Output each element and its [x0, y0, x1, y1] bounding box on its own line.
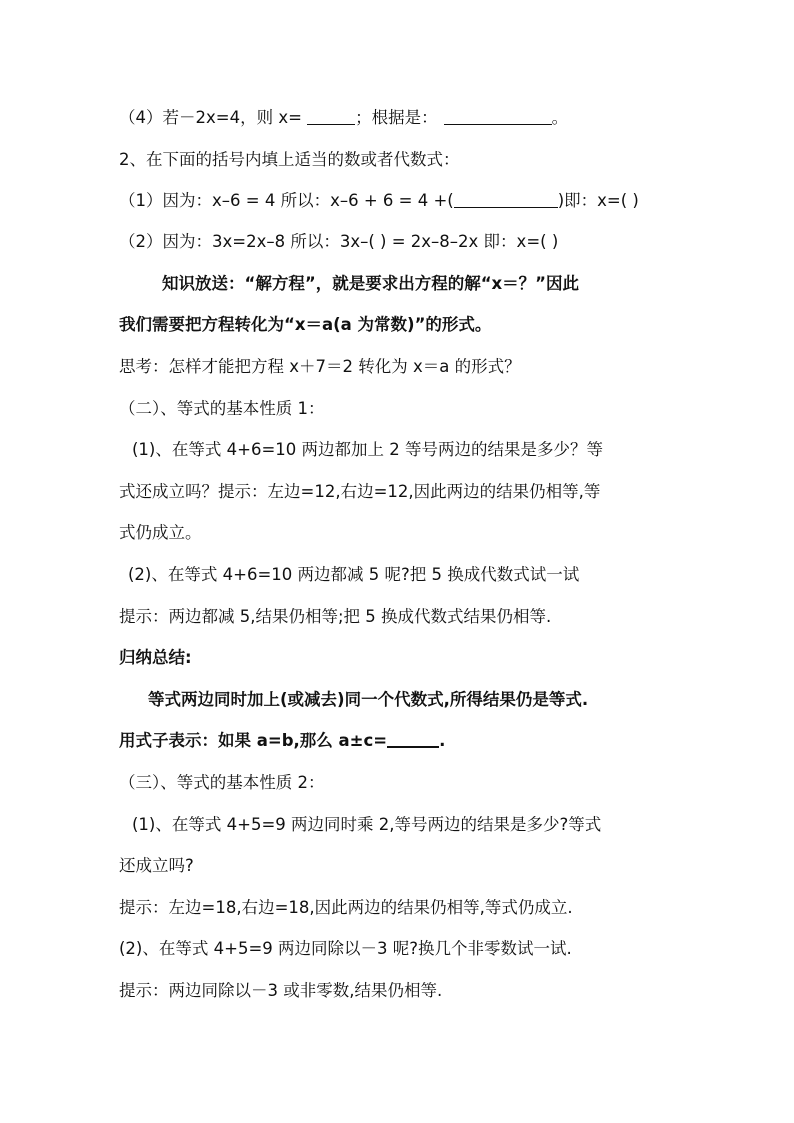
think-question: 思考：怎样才能把方程 x＋7＝2 转化为 x＝a 的形式？	[119, 357, 521, 376]
property-2-q1-line-2: 还成立吗?	[119, 856, 194, 875]
question-2-1-result: )即：x=( )	[557, 191, 639, 210]
knowledge-note-line-2: 我们需要把方程转化为“x＝a(a 为常数)”的形式。	[119, 315, 492, 334]
question-4-reason-label: ；根据是：	[355, 108, 438, 127]
property-1-heading: （二）、等式的基本性质 1：	[119, 399, 325, 418]
question-4-line	[119, 106, 568, 130]
answer-blank-formula[interactable]	[387, 729, 439, 748]
answer-blank-x[interactable]	[307, 107, 355, 125]
section-2-heading: 2、在下面的括号内填上适当的数或者代数式：	[119, 150, 460, 169]
property-2-q2: (2)、在等式 4+5=9 两边同除以－3 呢?换几个非零数试一试.	[119, 939, 572, 958]
knowledge-note-line-1: 知识放送：“解方程”，就是要求出方程的解“x＝？”因此	[162, 274, 580, 293]
summary-heading: 归纳总结:	[119, 648, 192, 667]
answer-blank-paren[interactable]	[454, 190, 558, 208]
property-2-hint-2: 提示：两边同除以－3 或非零数,结果仍相等.	[119, 981, 443, 1000]
summary-formula-line	[119, 729, 445, 753]
property-2-q1-line-1: (1)、在等式 4+5=9 两边同时乘 2,等号两边的结果是多少?等式	[132, 815, 602, 834]
answer-blank-reason[interactable]	[444, 107, 552, 125]
property-1-q2: (2)、在等式 4+6=10 两边都减 5 呢?把 5 换成代数式试一试	[128, 565, 580, 584]
question-4-text: （4）若－2x=4，则 x=	[119, 108, 308, 127]
property-1-hint: 提示：两边都减 5,结果仍相等;把 5 换成代数式结果仍相等.	[119, 607, 552, 626]
property-1-q1-line-2: 式还成立吗？提示：左边=12,右边=12,因此两边的结果仍相等,等	[119, 482, 601, 501]
question-4-end: 。	[551, 108, 569, 127]
summary-formula-end: .	[439, 731, 446, 750]
question-2-2-line: （2）因为：3x=2x–8 所以：3x–( ) = 2x–8–2x 即：x=( )	[119, 232, 559, 251]
property-1-q1-line-1: (1)、在等式 4+6=10 两边都加上 2 等号两边的结果是多少？等	[132, 440, 603, 459]
property-1-q1-line-3: 式仍成立。	[119, 523, 202, 542]
property-2-heading: （三）、等式的基本性质 2：	[119, 773, 325, 792]
property-2-hint-1: 提示：左边=18,右边=18,因此两边的结果仍相等,等式仍成立.	[119, 898, 573, 917]
summary-formula-text: 用式子表示：如果 a=b,那么 a±c=	[119, 731, 388, 750]
summary-statement: 等式两边同时加上(或减去)同一个代数式,所得结果仍是等式.	[148, 690, 589, 709]
question-2-1-line	[119, 189, 639, 213]
question-2-1-text: （1）因为：x–6 = 4 所以：x–6 + 6 = 4 +(	[119, 191, 454, 210]
